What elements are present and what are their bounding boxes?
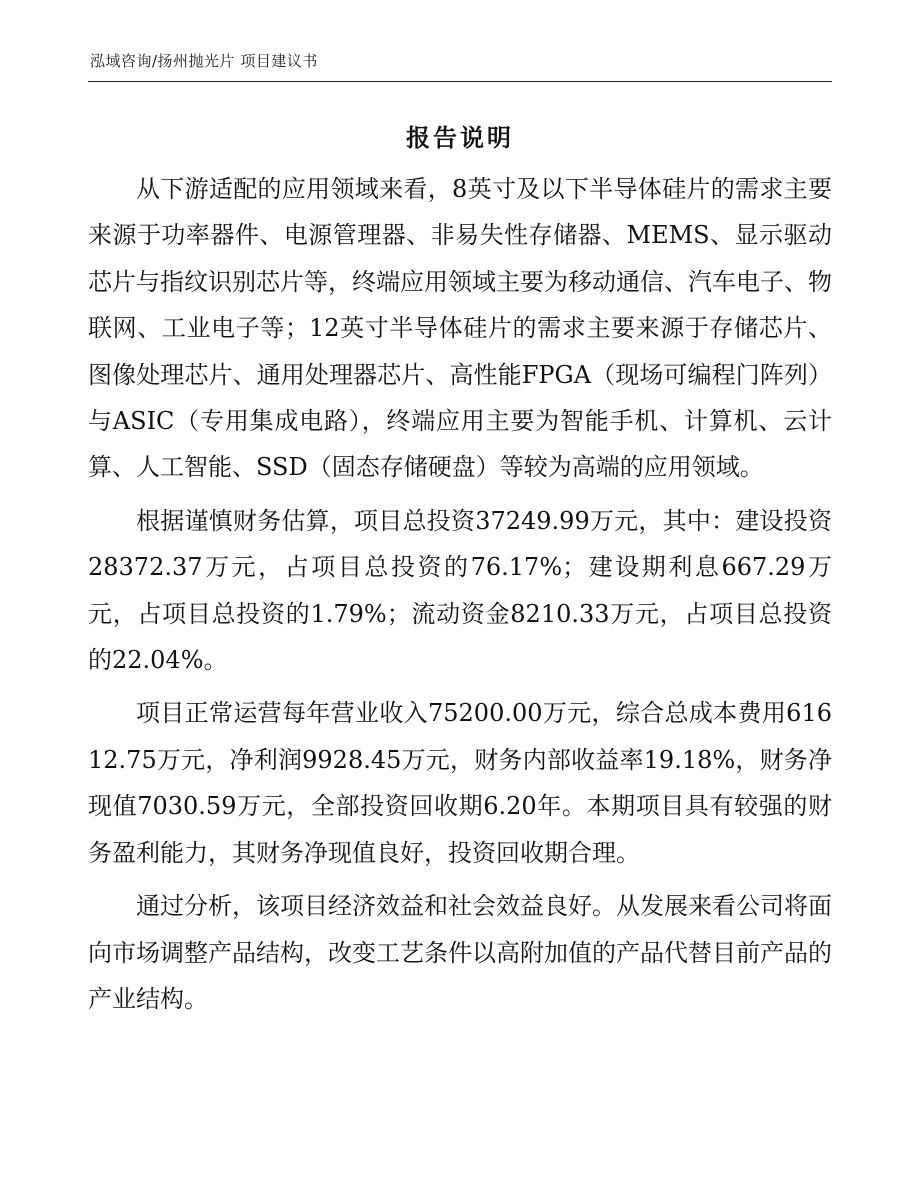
document-body — [88, 166, 832, 1029]
header-divider — [88, 81, 832, 82]
paragraph-investment-estimate: 根据谨慎财务估算，项目总投资37249.99万元，其中：建设投资28372.37万元，占项目总投资的76.17%；建设期利息667.29万元，占项目总投资的1.79%；流动资金8210.33万元，占项目总投资的22.04%。 — [88, 506, 832, 675]
paragraph-analysis-conclusion: 通过分析，该项目经济效益和社会效益良好。从发展来看公司将面向市场调整产品结构，改变工艺条件以高附加值的产品代替目前产品的产业结构。 — [88, 892, 832, 1013]
page-header: 泓域咨询/扬州抛光片 项目建议书 — [90, 52, 318, 70]
paragraph-financial-indicators: 项目正常运营每年营业收入75200.00万元，综合总成本费用61612.75万元，净利润9928.45万元，财务内部收益率19.18%，财务净现值7030.59万元，全部投资回收期6.20年。本期项目具有较强的财务盈利能力，其财务净现值良好，投资回收期合理。 — [88, 699, 832, 867]
paragraph-downstream-applications: 从下游适配的应用领域来看，8英寸及以下半导体硅片的需求主要来源于功率器件、电源管理器、非易失性存储器、MEMS、显示驱动芯片与指纹识别芯片等，终端应用领域主要为移动通信、汽车电子、物联网、工业电子等；12英寸半导体硅片的需求主要来源于存储芯片、图像处理芯片、通用处理器芯片、高性能FPGA（现场可编程门阵列）与ASIC（专用集成电路），终端应用主要为智能手机、计算机、云计算、人工智能、SSD（固态存储硬盘）等较为高端的应用领域。 — [88, 175, 832, 482]
document-title: 报告说明 — [406, 124, 514, 152]
